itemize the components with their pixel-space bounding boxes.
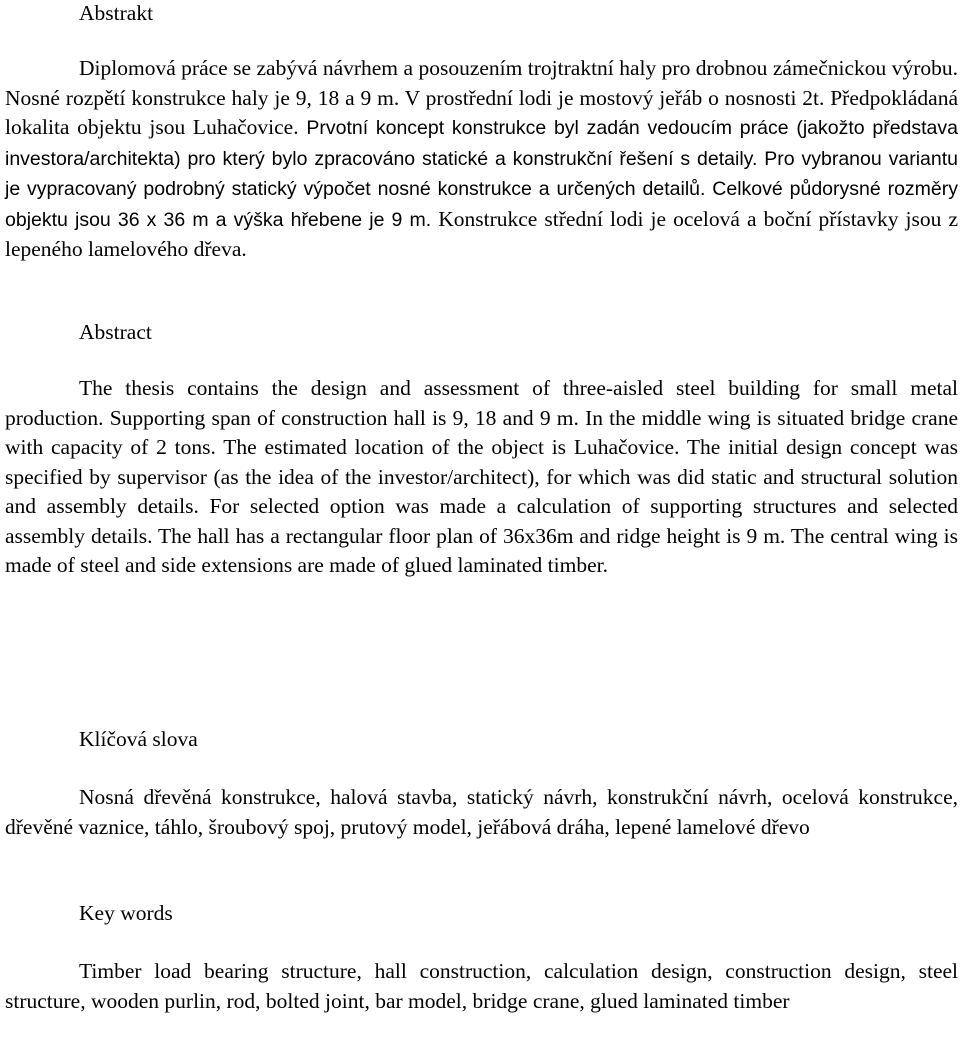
keywords-en-heading: Key words	[79, 901, 173, 925]
keywords-cz-heading: Klíčová slova	[79, 727, 198, 751]
abstract-cz-text-serif-end: Konstrukce střední lodi je ocelová a boční přístavky jsou z lepeného lamelového dřeva.	[5, 206, 958, 261]
abstract-cz-paragraph	[5, 54, 958, 265]
keywords-en-paragraph: Timber load bearing structure, hall construction, calculation design, construction design, steel structure, wooden purlin, rod, bolted joint, bar model, bridge crane, glued laminated timber	[5, 959, 958, 1013]
abstract-en-paragraph: The thesis contains the design and assessment of three-aisled steel building for small metal production. Supporting span of construction hall is 9, 18 and 9 m. In the middle wing is situated bridge crane with capacity of 2 tons. The estimated location of the object is Luhačovice. The initial design concept was specified by supervisor (as the idea of the investor/architect), for which was did static and structural solution and assembly details. For selected option was made a calculation of supporting structures and selected assembly details. The hall has a rectangular floor plan of 36x36m and ridge height is 9 m. The central wing is made of steel and side extensions are made of glued laminated timber.	[5, 376, 958, 577]
abstract-en-heading: Abstract	[79, 320, 152, 344]
abstract-cz-text-sans-1: Prvotní koncept konstrukce byl zadán vedoucím práce (jakožto představa investora/architekta) pro který bylo zpracováno statické a konstrukční řešení s detaily.	[5, 117, 958, 170]
abstract-cz-heading: Abstrakt	[79, 1, 154, 25]
abstract-cz-text-serif: Diplomová práce se zabývá návrhem a posouzením trojtraktní haly pro drobnou zámečnickou výrobu. Nosné rozpětí konstrukce haly je 9, 18 a 9 m. V prostřední lodi je mostový jeřáb o nosnosti 2t. Předpokládaná lokalita objektu jsou Luhačovice.	[5, 56, 958, 139]
keywords-cz-paragraph: Nosná dřevěná konstrukce, halová stavba, statický návrh, konstrukční návrh, ocelová konstrukce, dřevěné vaznice, táhlo, šroubový spoj, prutový model, jeřábová dráha, lepené lamelové dřevo	[5, 785, 958, 839]
abstract-cz-text-sans-2: Pro vybranou variantu je vypracovaný podrobný statický výpočet nosné konstrukce a určených detailů. Celkové půdorysné rozměry objektu jsou 36 x 36 m a výška hřebene je 9 m.	[5, 147, 958, 231]
